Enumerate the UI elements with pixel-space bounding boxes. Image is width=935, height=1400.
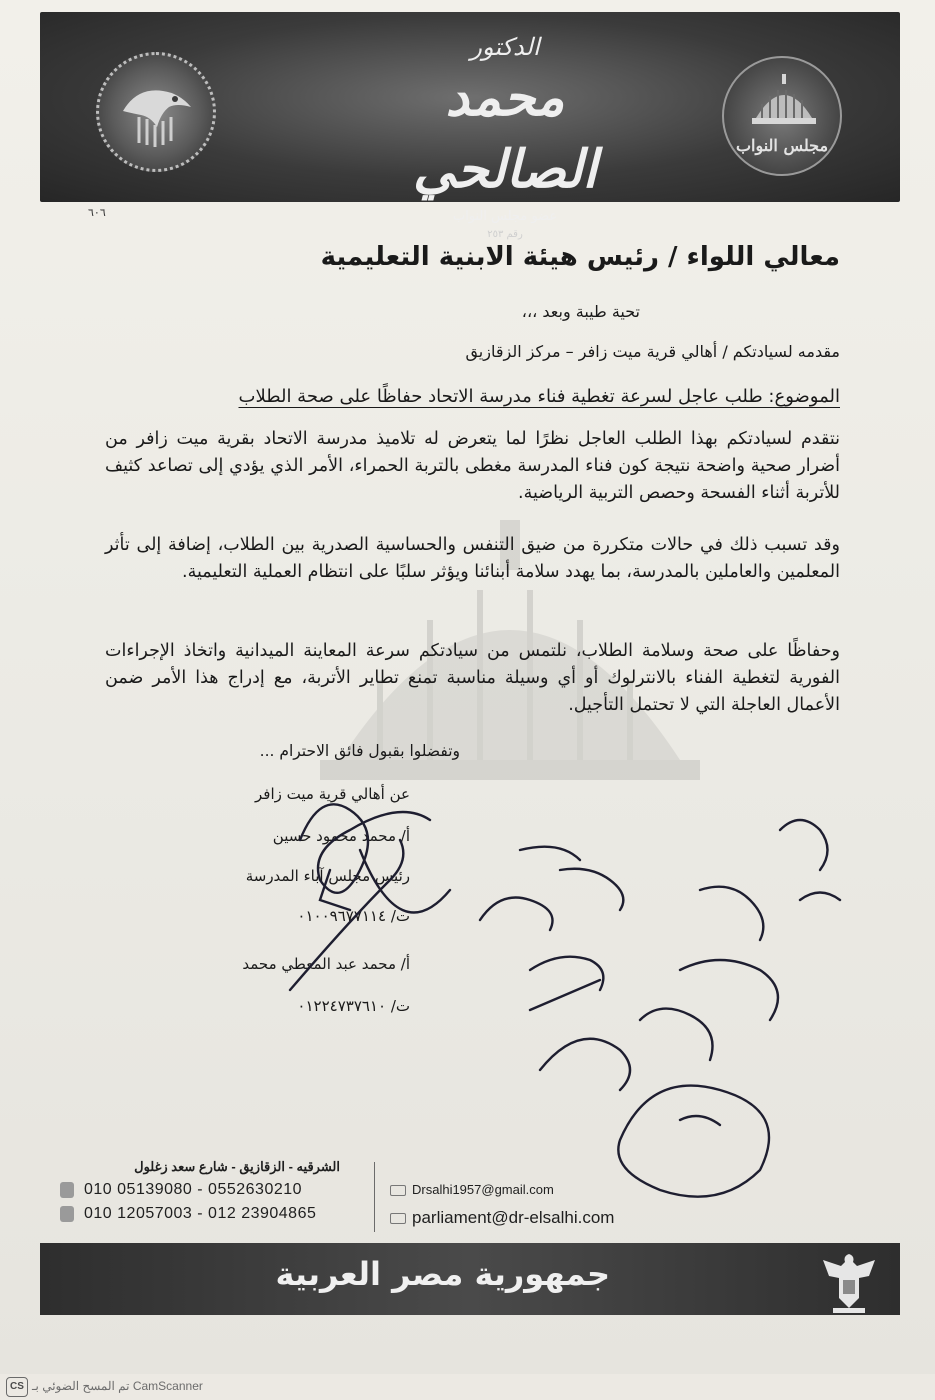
submitted-by-line: مقدمه لسيادتكم / أهالي قرية ميت زافر – مركز الزقازيق bbox=[465, 342, 840, 361]
footer-contacts bbox=[40, 1150, 900, 1240]
subject-line: الموضوع: طلب عاجل لسرعة تغطية فناء مدرسة الاتحاد حفاظًا على صحة الطلاب bbox=[238, 386, 840, 407]
email-address: Drsalhi1957@gmail.com bbox=[412, 1182, 554, 1197]
page-number: ٦٠٦ bbox=[88, 206, 106, 219]
honorific: الدكتور bbox=[470, 33, 540, 61]
member-subtitle: عضو مجلس النواب bbox=[452, 209, 558, 224]
on-behalf-line: عن أهالي قرية ميت زافر bbox=[255, 785, 410, 803]
body-paragraph: وحفاظًا على صحة وسلامة الطلاب، نلتمس من سيادتكم سرعة المعاينة الميدانية واتخاذ الإجراءات الفورية لتغطية الفناء بالانترلوك أو أي وسيلة مناسبة تمنع تطاير الأتربة، مع إدراج هذا الأمر ضمن الأعمال العاجلة التي لا تحتمل التأجيل. bbox=[105, 641, 840, 715]
phone-icon bbox=[60, 1182, 74, 1198]
mobile-icon bbox=[60, 1206, 74, 1222]
signatory-name: أ/ محمد محمود حسين bbox=[272, 827, 410, 845]
phone-line bbox=[60, 1202, 360, 1226]
addressee-line: معالي اللواء / رئيس هيئة الابنية التعليمية bbox=[320, 242, 840, 272]
email-address: parliament@dr-elsalhi.com bbox=[412, 1208, 615, 1227]
signatory-phone: ت/ ٠١٠٠٩٦٧٧١١٤ bbox=[297, 907, 410, 925]
member-number: رقم ٢٥٣ bbox=[487, 229, 523, 240]
email-line bbox=[390, 1176, 614, 1204]
scanner-watermark-bar bbox=[0, 1374, 935, 1400]
phone-numbers: 010 12057003 - 012 23904865 bbox=[84, 1205, 317, 1222]
address-line: الشرقيه - الزقازيق - شارع سعد زغلول bbox=[134, 1159, 340, 1174]
eagle-emblem-icon bbox=[96, 52, 216, 172]
egypt-eagle-icon bbox=[813, 1246, 885, 1318]
member-name-block bbox=[370, 32, 640, 242]
signatory-role: رئيس مجلس آباء المدرسة bbox=[245, 867, 410, 885]
email-icon bbox=[390, 1213, 406, 1224]
scanner-caption: تم المسح الضوئي بـ CamScanner bbox=[32, 1379, 203, 1393]
parliament-dome-logo-icon bbox=[722, 56, 842, 176]
body-paragraph: نتقدم لسيادتكم بهذا الطلب العاجل نظرًا لما يتعرض له تلاميذ مدرسة الاتحاد بقرية ميت زافر من أضرار صحية واضحة نتيجة كون فناء المدرسة مغطى بالتربة الحمراء، الأمر الذي يؤدي إلى تصاعد كثيف للأتربة أثناء الفسحة وحصص التربية الرياضية. bbox=[105, 429, 840, 503]
parliament-logo-label: مجلس النواب bbox=[735, 136, 829, 155]
signatory-name: أ/ محمد عبد المعطي محمد bbox=[242, 955, 410, 973]
email-line bbox=[390, 1204, 614, 1232]
camscanner-logo: CS bbox=[6, 1377, 28, 1397]
address-phone-block bbox=[60, 1156, 360, 1226]
email-icon bbox=[390, 1185, 406, 1196]
footer-banner bbox=[40, 1243, 900, 1315]
email-block bbox=[390, 1176, 614, 1232]
phone-line bbox=[60, 1178, 360, 1202]
closing-line: وتفضلوا بقبول فائق الاحترام ... bbox=[259, 742, 460, 760]
phone-numbers: 010 05139080 - 0552630210 bbox=[84, 1181, 303, 1198]
signatory-phone: ت/ ٠١٢٢٤٧٣٧٦١٠ bbox=[297, 997, 410, 1015]
body-paragraph: وقد تسبب ذلك في حالات متكررة من ضيق التنفس والحساسية الصدرية بين الطلاب، إضافة إلى تأثر المعلمين والعاملين بالمدرسة، بما يهدد سلامة أبنائنا ويؤثر سلبًا على انتظام العملية التعليمية. bbox=[105, 535, 840, 582]
footer-divider bbox=[374, 1162, 375, 1232]
country-name: جمهورية مصر العربية bbox=[275, 1255, 610, 1293]
greeting-line: تحية طيبة وبعد ،،، bbox=[521, 302, 640, 321]
member-name: محمد الصالحي bbox=[413, 67, 597, 200]
